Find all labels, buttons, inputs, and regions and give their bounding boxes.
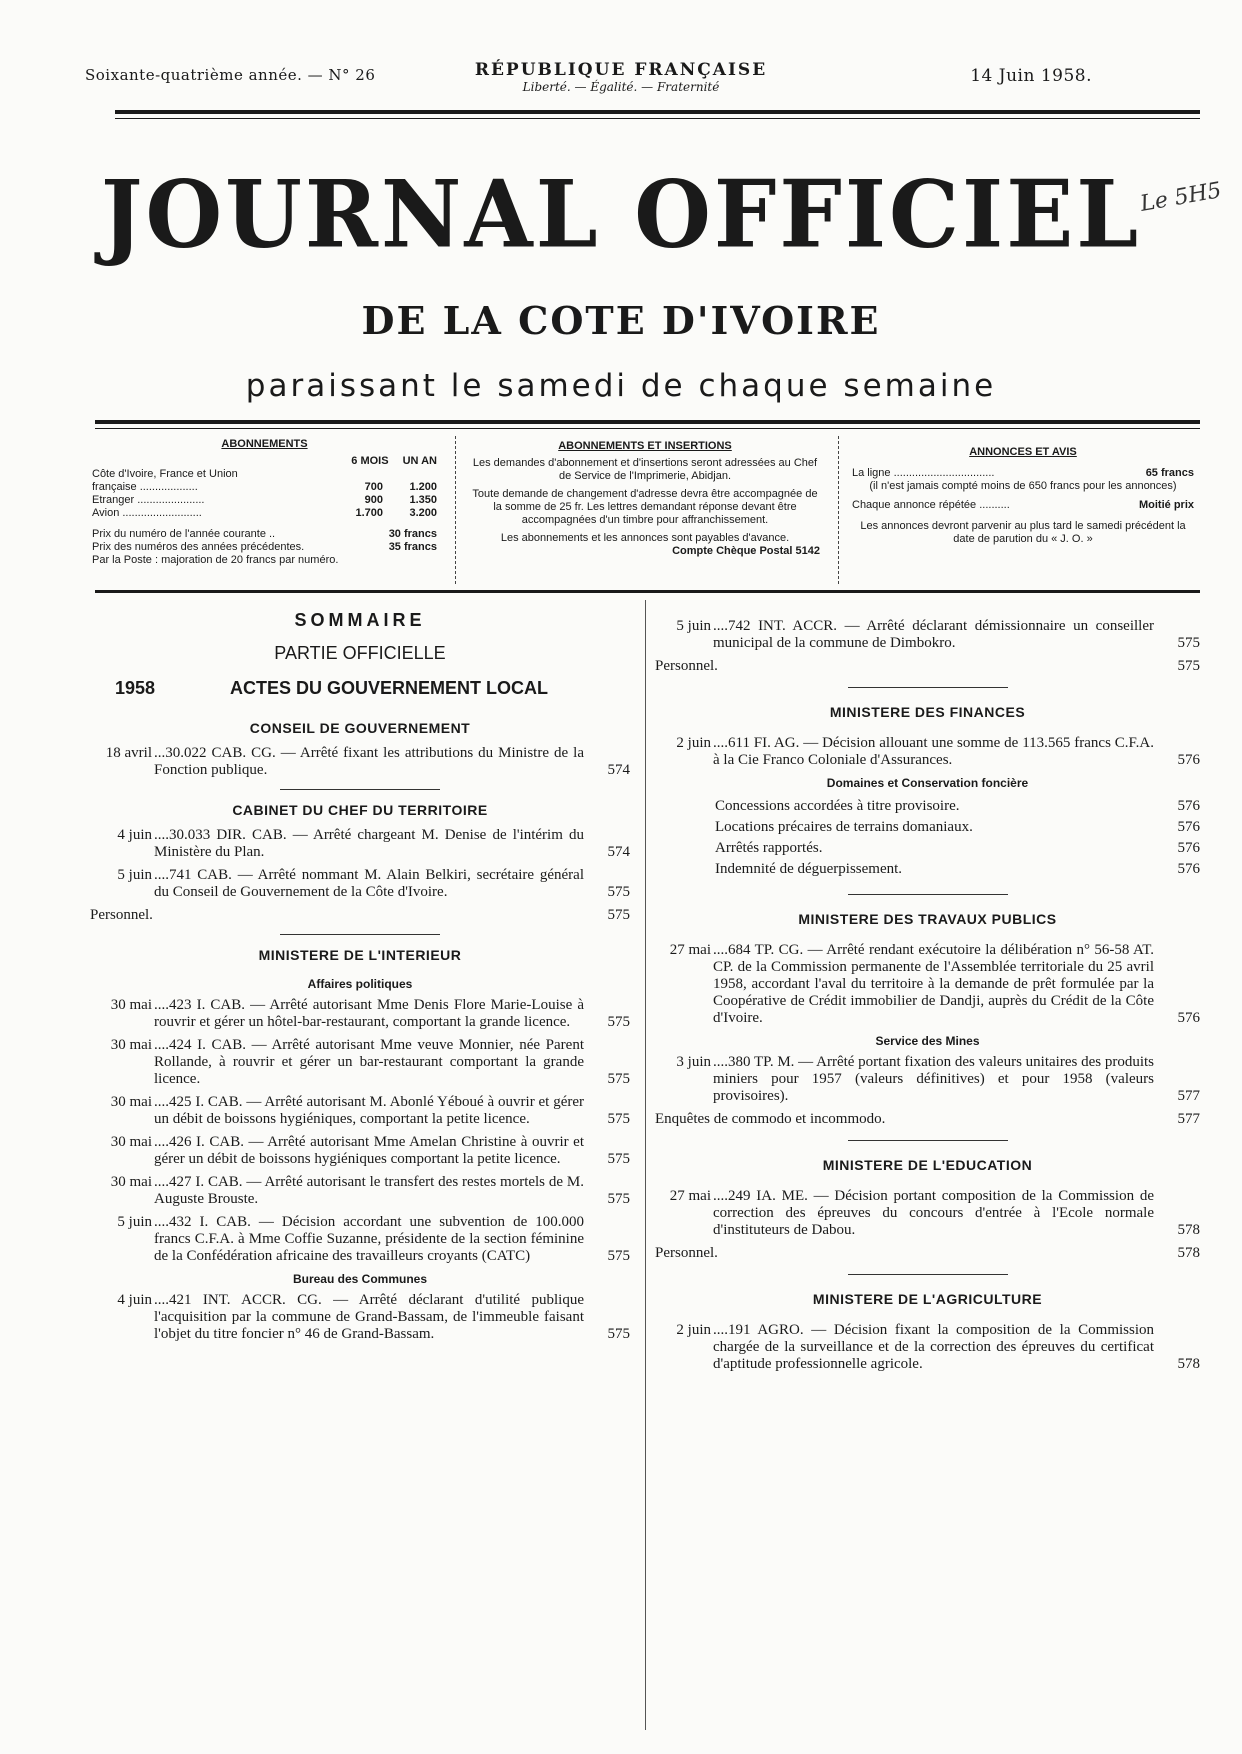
- sommaire-entry: [655, 618, 1200, 652]
- entry-date: 5 juin: [676, 618, 711, 634]
- subscription-row: [92, 468, 437, 481]
- domaine-item-text: Concessions accordées à titre provisoire.: [715, 798, 960, 814]
- price-an: 1.350: [409, 494, 437, 506]
- cabinet-personnel: Personnel.: [90, 907, 153, 923]
- section-rule: [848, 687, 1008, 688]
- ligne-label: La ligne .................................: [852, 467, 995, 479]
- page-ref: 576: [1177, 861, 1200, 877]
- right-top-entries: [655, 618, 1200, 652]
- bureau-communes-heading: Bureau des Communes: [292, 1272, 428, 1286]
- cabinet-personnel-row: [90, 907, 630, 924]
- annonces-deadline: Les annonces devront parvenir au plus tard le samedi précédent la date de parution du « J. O. »: [860, 520, 1186, 545]
- issue-number: Soixante-quatrième année. — N° 26: [85, 66, 376, 84]
- finances-heading: MINISTERE DES FINANCES: [829, 704, 1026, 720]
- price-label: Prix des numéros des années précédentes.: [92, 541, 305, 553]
- sommaire-title: SOMMAIRE: [294, 610, 426, 630]
- cabinet-heading: CABINET DU CHEF DU TERRITOIRE: [232, 802, 488, 818]
- price-6mois: 900: [364, 494, 383, 506]
- journal-subtitle: DE LA COTE D'IVOIRE: [361, 298, 881, 343]
- page-ref: 578: [1177, 1356, 1200, 1372]
- sommaire-entry: [90, 1134, 630, 1168]
- repeat-label: Chaque annonce répétée ..........: [852, 499, 1010, 511]
- page-ref: 574: [607, 762, 630, 778]
- page-ref: 575: [607, 1071, 630, 1087]
- page-ref: 576: [1177, 840, 1200, 856]
- entry-text: ....741 CAB. — Arrêté nommant M. Alain Belkiri, secrétaire général du Conseil de Gouvernement de la Côte d'Ivoire.: [154, 867, 584, 900]
- enquetes-label: Enquêtes de commodo et incommodo.: [655, 1111, 886, 1127]
- info-rule-top-thin: [95, 428, 1200, 429]
- entry-text: ....424 I. CAB. — Arrêté autorisant Mme veuve Monnier, née Parent Rollande, à rouvrir et gérer un bar-restaurant comportant la grande licence.: [154, 1037, 584, 1087]
- handwritten-note: Le 5H5: [1138, 178, 1224, 217]
- sommaire-year: 1958: [115, 678, 156, 698]
- agriculture-entries: [655, 1322, 1200, 1373]
- entry-date: 4 juin: [117, 1292, 152, 1308]
- price-6mois: 1.700: [355, 507, 383, 519]
- price-label: Prix du numéro de l'année courante ..: [92, 528, 276, 540]
- price-an: 1.200: [409, 481, 437, 493]
- page-ref: 575: [607, 1248, 630, 1264]
- annonces-box: [852, 446, 1194, 546]
- page-ref: 575: [1177, 658, 1200, 674]
- subscriptions-heading: ABONNEMENTS: [221, 438, 308, 450]
- republic-label: RÉPUBLIQUE FRANÇAISE: [474, 60, 768, 80]
- insertions-p1: Les demandes d'abonnement et d'insertions seront adressées au Chef de Service de l'Imprimerie, Abidjan.: [472, 457, 818, 482]
- entry-text: ...30.022 CAB. CG. — Arrêté fixant les attributions du Ministre de la Fonction publique.: [154, 745, 584, 778]
- sommaire-entry: [90, 997, 630, 1031]
- section-rule: [280, 934, 440, 935]
- subscription-values: [347, 468, 437, 481]
- conseil-heading: CONSEIL DE GOUVERNEMENT: [249, 720, 471, 736]
- sommaire-entry: [655, 942, 1200, 1027]
- page-ref: 577: [1177, 1111, 1200, 1127]
- sommaire-entry: [90, 1174, 630, 1208]
- domaine-item-text: Arrêtés rapportés.: [715, 840, 823, 856]
- entry-date: 2 juin: [676, 735, 711, 751]
- entry-text: ....421 INT. ACCR. CG. — Arrêté déclarant d'utilité publique l'acquisition par la commune de Grand-Bassam, de l'immeuble faisant l'objet du titre foncier n° 46 de Grand-Bassam.: [154, 1292, 584, 1342]
- domaines-heading: Domaines et Conservation foncière: [826, 776, 1029, 790]
- price-6mois: 700: [364, 481, 383, 493]
- annonces-heading: ANNONCES ET AVIS: [969, 446, 1077, 458]
- insertions-p3: Les abonnements et les annonces sont payables d'avance.: [500, 532, 790, 544]
- education-personnel: Personnel.: [655, 1245, 718, 1261]
- mines-heading: Service des Mines: [875, 1034, 980, 1048]
- entry-date: 30 mai: [110, 997, 152, 1013]
- entry-date: 2 juin: [676, 1322, 711, 1338]
- col-an: UN AN: [402, 455, 437, 467]
- price-6mois: [347, 468, 383, 481]
- right-personnel-row: [655, 658, 1200, 675]
- info-divider-2: [838, 436, 839, 584]
- section-rule: [848, 1274, 1008, 1275]
- sommaire-entry: [90, 827, 630, 861]
- section-rule: [848, 894, 1008, 895]
- subscription-row: [92, 494, 437, 507]
- agriculture-heading: MINISTERE DE L'AGRICULTURE: [812, 1291, 1043, 1307]
- entry-date: 27 mai: [669, 942, 711, 958]
- tagline: paraissant le samedi de chaque semaine: [245, 368, 997, 404]
- domaines-items: [655, 798, 1200, 882]
- page-ref: 575: [607, 1111, 630, 1127]
- entry-text: ....684 TP. CG. — Arrêté rendant exécutoire la délibération n° 56-58 AT. CP. de la Commission permanente de l'Assemblée territoriale du 25 avril 1958, accordant l'aval du territoire à la demande de prêt formulée par la Coopérative de Crédit immobilier de Dandji, auprès du Crédit de la Côte d'Ivoire.: [713, 942, 1154, 1026]
- right-column: [655, 618, 1200, 1379]
- insertions-p2: Toute demande de changement d'adresse devra être accompagnée de la somme de 25 fr. Les lettres demandant réponse devant être accompagnées d'un timbre pour affranchissement.: [472, 488, 818, 526]
- entry-date: 5 juin: [117, 1214, 152, 1230]
- price-row: [92, 528, 437, 541]
- page-ref: 576: [1177, 819, 1200, 835]
- travaux-heading: MINISTERE DES TRAVAUX PUBLICS: [798, 911, 1057, 927]
- subscription-label: Etranger ......................: [92, 494, 205, 506]
- affaires-politiques-heading: Affaires politiques: [307, 977, 413, 991]
- sommaire-entry: [90, 1037, 630, 1088]
- domaine-item: [655, 798, 1200, 819]
- finances-entries: [655, 735, 1200, 769]
- entry-text: ....426 I. CAB. — Arrêté autorisant Mme Amelan Christine à ouvrir et gérer un débit de boissons hygiéniques comportant la petite licence.: [154, 1134, 584, 1167]
- education-heading: MINISTERE DE L'EDUCATION: [822, 1157, 1033, 1173]
- postal-account: Compte Chèque Postal 5142: [672, 545, 820, 557]
- enquetes-row: [655, 1111, 1200, 1128]
- subscriptions-col-heads: [92, 455, 437, 468]
- ligne-value: 65 francs: [1145, 467, 1194, 479]
- subscriptions-box: [92, 438, 437, 567]
- interieur-entries: [90, 997, 630, 1265]
- entry-date: 30 mai: [110, 1174, 152, 1190]
- domaine-item: [655, 861, 1200, 882]
- info-rule-top: [95, 420, 1200, 424]
- entry-date: 18 avril: [105, 745, 152, 761]
- price-an: 3.200: [409, 507, 437, 519]
- sommaire-entry: [90, 745, 630, 779]
- domaine-item: [655, 840, 1200, 861]
- subscription-rows: [92, 468, 437, 520]
- subscription-label: française ...................: [92, 481, 198, 493]
- actes-heading-row: [90, 680, 630, 704]
- sommaire-entry: [655, 1054, 1200, 1105]
- price-row: [92, 554, 437, 567]
- entry-text: ....427 I. CAB. — Arrêté autorisant le transfert des restes mortels de M. Auguste Brouste.: [154, 1174, 584, 1207]
- conseil-entries: [90, 745, 630, 779]
- entry-date: 30 mai: [110, 1037, 152, 1053]
- price-row: [92, 541, 437, 554]
- entry-text: ....611 FI. AG. — Décision allouant une somme de 113.565 francs C.F.A. à la Cie Franco Coloniale d'Assurances.: [713, 735, 1154, 768]
- header-rule: [115, 110, 1200, 114]
- travaux-entries: [655, 942, 1200, 1027]
- entry-text: ....191 AGRO. — Décision fixant la composition de la Commission chargée de la surveillance et de la correction des épreuves du certificat d'aptitude professionnelle agricole.: [713, 1322, 1154, 1372]
- page-ref: 575: [607, 1014, 630, 1030]
- section-rule: [280, 789, 440, 790]
- sommaire-entry: [655, 1322, 1200, 1373]
- right-personnel: Personnel.: [655, 658, 718, 674]
- domaine-item-text: Locations précaires de terrains domaniaux.: [715, 819, 973, 835]
- cabinet-entries: [90, 827, 630, 901]
- entry-date: 27 mai: [669, 1188, 711, 1204]
- entry-date: 4 juin: [117, 827, 152, 843]
- issue-date: 14 Juin 1958.: [970, 66, 1092, 86]
- actes-heading: ACTES DU GOUVERNEMENT LOCAL: [230, 678, 549, 698]
- page-ref: 574: [607, 844, 630, 860]
- entry-date: 3 juin: [676, 1054, 711, 1070]
- sommaire-entry: [90, 867, 630, 901]
- partie-officielle: PARTIE OFFICIELLE: [274, 643, 446, 663]
- ligne-note: (il n'est jamais compté moins de 650 francs pour les annonces): [869, 480, 1177, 492]
- journal-title: JOURNAL OFFICIEL: [100, 159, 1142, 269]
- entry-text: ....432 I. CAB. — Décision accordant une subvention de 100.000 francs C.F.A. à Mme Coffie Suzanne, présidente de la section féminine de la Confédération africaine des travailleurs croyants (CATC): [154, 1214, 584, 1264]
- info-rule-bottom: [95, 590, 1200, 593]
- col-6mois: 6 MOIS: [351, 455, 389, 467]
- entry-text: ....742 INT. ACCR. — Arrêté déclarant démissionnaire un conseiller municipal de la commune de Dimbokro.: [713, 618, 1154, 651]
- domaine-item-text: Indemnité de déguerpissement.: [715, 861, 903, 877]
- interieur-heading: MINISTERE DE L'INTERIEUR: [258, 947, 462, 963]
- subscription-values: [347, 481, 437, 494]
- entry-text: ....380 TP. M. — Arrêté portant fixation des valeurs unitaires des produits miniers pour 1957 (valeurs définitives) et pour 1958 (valeurs provisoires).: [713, 1054, 1154, 1104]
- header-rule-thin: [115, 118, 1200, 119]
- section-rule: [848, 1140, 1008, 1141]
- price-value: 35 francs: [388, 541, 437, 553]
- page-ref: 575: [607, 1191, 630, 1207]
- domaine-item: [655, 819, 1200, 840]
- column-divider: [645, 600, 646, 1730]
- subscription-label: Côte d'Ivoire, France et Union: [92, 468, 238, 480]
- subscription-label: Avion ..........................: [92, 507, 202, 519]
- entry-text: ....423 I. CAB. — Arrêté autorisant Mme Denis Flore Marie-Louise à rouvrir et gérer un hôtel-bar-restaurant, comportant la grande licence.: [154, 997, 584, 1030]
- page-ref: 576: [1177, 752, 1200, 768]
- sommaire-entry: [90, 1094, 630, 1128]
- communes-entries: [90, 1292, 630, 1343]
- subscription-row: [92, 507, 437, 520]
- education-entries: [655, 1188, 1200, 1239]
- page-ref: 578: [1177, 1222, 1200, 1238]
- page-ref: 575: [607, 1151, 630, 1167]
- sommaire-entry: [655, 1188, 1200, 1239]
- entry-text: ....425 I. CAB. — Arrêté autorisant M. Abonlé Yéboué à ouvrir et gérer un débit de boissons hygiéniques, comportant la petite licence.: [154, 1094, 584, 1127]
- page-ref: 578: [1177, 1245, 1200, 1261]
- sommaire-entry: [90, 1292, 630, 1343]
- subscription-values: [347, 494, 437, 507]
- motto: Liberté. — Égalité. — Fraternité: [522, 80, 720, 94]
- page-ref: 575: [607, 884, 630, 900]
- price-an: [401, 468, 437, 481]
- page-ref: 576: [1177, 798, 1200, 814]
- price-rows: [92, 528, 437, 567]
- mines-entries: [655, 1054, 1200, 1105]
- sommaire-entry: [655, 735, 1200, 769]
- page-ref: 576: [1177, 1010, 1200, 1026]
- subscription-row: [92, 481, 437, 494]
- insertions-heading: ABONNEMENTS ET INSERTIONS: [558, 440, 732, 452]
- info-divider-1: [455, 436, 456, 584]
- repeat-row: [852, 499, 1194, 512]
- insertions-box: [470, 440, 820, 558]
- left-column: [90, 612, 630, 1349]
- repeat-value: Moitié prix: [1138, 499, 1194, 511]
- page-ref: 575: [607, 907, 630, 923]
- price-label: Par la Poste : majoration de 20 francs par numéro.: [92, 554, 339, 566]
- ligne-row: [852, 467, 1194, 480]
- entry-text: ....30.033 DIR. CAB. — Arrêté chargeant M. Denise de l'intérim du Ministère du Plan.: [154, 827, 584, 860]
- page-ref: 575: [1177, 635, 1200, 651]
- entry-date: 30 mai: [110, 1094, 152, 1110]
- education-personnel-row: [655, 1245, 1200, 1262]
- page-ref: 575: [607, 1326, 630, 1342]
- entry-date: 30 mai: [110, 1134, 152, 1150]
- entry-text: ....249 IA. ME. — Décision portant composition de la Commission de correction des épreuves du concours d'entrée à l'Ecole normale d'instituteurs de Dabou.: [713, 1188, 1154, 1238]
- sommaire-entry: [90, 1214, 630, 1265]
- price-value: 30 francs: [388, 528, 437, 540]
- page-ref: 577: [1177, 1088, 1200, 1104]
- subscription-values: [347, 507, 437, 520]
- entry-date: 5 juin: [117, 867, 152, 883]
